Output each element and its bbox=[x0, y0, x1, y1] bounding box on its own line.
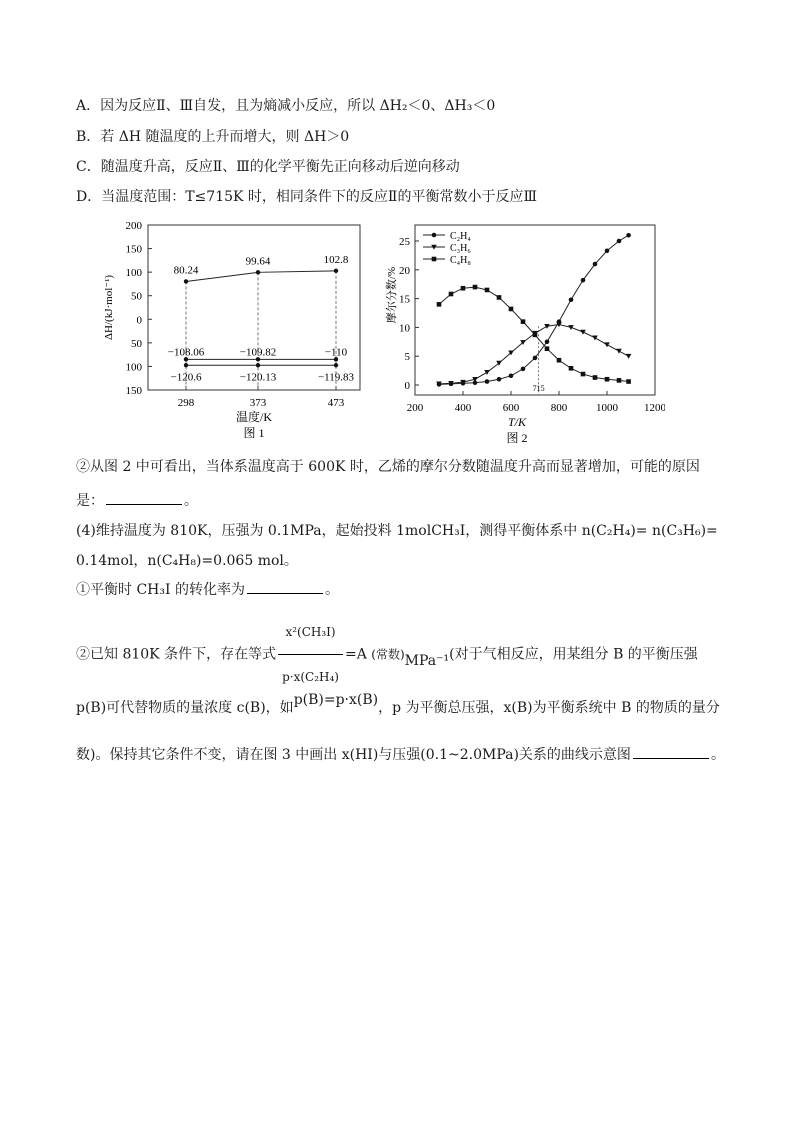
fig1-y-tick-label: 50 bbox=[131, 337, 142, 350]
fig2-point-triangle bbox=[592, 335, 598, 340]
fig2-y-tick-label: 0 bbox=[404, 380, 410, 392]
fig2-point-circle bbox=[545, 340, 550, 345]
option-a: A．因为反应Ⅱ、Ⅲ自发，且为熵减小反应，所以 ΔH₂＜0、ΔH₃＜0 bbox=[76, 98, 496, 114]
fig2-point-triangle bbox=[568, 325, 574, 330]
fig2-legend-label: C₃H₆ bbox=[450, 243, 471, 254]
fig2-point-circle bbox=[581, 278, 586, 283]
fig2-title: 图 2 bbox=[506, 431, 528, 445]
fig2-point-circle bbox=[617, 239, 622, 244]
fig2-y-tick-label: 25 bbox=[399, 236, 410, 248]
fig2-point-square bbox=[461, 286, 466, 291]
fig1-data-label: 80.24 bbox=[173, 264, 199, 277]
fig2-point-circle bbox=[533, 356, 538, 361]
fig1-y-axis-label: ΔH/(kJ·mol⁻¹) bbox=[103, 274, 115, 341]
fig1-data-label: −119.83 bbox=[317, 371, 355, 384]
fig1-data-label: −120.13 bbox=[239, 371, 277, 384]
fig2-legend-label: C₂H₄ bbox=[450, 231, 471, 242]
fig1-data-label: −120.6 bbox=[170, 371, 202, 384]
fig2-y-tick-label: 15 bbox=[399, 293, 410, 306]
fig2-point-triangle bbox=[604, 342, 610, 347]
answer-blank-3[interactable] bbox=[633, 744, 709, 759]
constant-label: (常数) bbox=[371, 647, 405, 662]
fig2-y-tick-label: 10 bbox=[399, 322, 410, 335]
q2-line2 bbox=[76, 490, 198, 511]
fig2-point-circle bbox=[593, 262, 598, 267]
q4-4-suffix: 。 bbox=[710, 747, 725, 763]
fig2-point-circle bbox=[432, 233, 437, 238]
fig1-data-point bbox=[184, 279, 188, 283]
q4-4-prefix: 数)。保持其它条件不变，请在图 3 中画出 x(HI)与压强(0.1~2.0MPa)关系的曲线示意图 bbox=[76, 747, 631, 763]
pressure-formula: p(B)=p·x(B) bbox=[293, 692, 379, 708]
fig2-point-square bbox=[533, 333, 538, 338]
fig2-point-circle bbox=[605, 248, 610, 253]
q2-prefix: 是： bbox=[76, 493, 104, 509]
answer-blank-1[interactable] bbox=[106, 490, 182, 505]
figure-1 bbox=[100, 215, 370, 445]
q4-3-rest: ，p 为平衡总压强，x(B)为平衡系统中 B 的物质的量分 bbox=[378, 700, 720, 716]
fig2-x-tick-label: 600 bbox=[502, 402, 520, 414]
equilibrium-fraction bbox=[278, 612, 343, 697]
fig1-y-tick-label: 150 bbox=[125, 385, 142, 397]
fraction-denominator: p·x(C₂H₄) bbox=[282, 670, 339, 684]
fig2-y-tick-label: 20 bbox=[399, 264, 410, 277]
fig1-x-axis-label: 温度/K bbox=[235, 410, 273, 424]
fig2-x-tick-label: 800 bbox=[550, 402, 568, 414]
q4-1-suffix: 。 bbox=[324, 582, 339, 598]
fig2-point-square bbox=[617, 378, 622, 383]
fig1-data-point bbox=[184, 363, 188, 367]
fig1-data-label: −108.06 bbox=[167, 346, 205, 359]
figure-2 bbox=[385, 215, 665, 445]
fig2-x-tick-label: 1000 bbox=[596, 402, 618, 414]
fig1-x-tick-label: 473 bbox=[327, 397, 345, 409]
fig2-x-tick-label: 400 bbox=[454, 402, 472, 414]
fig1-y-tick-label: 0 bbox=[136, 314, 142, 327]
fig2-point-square bbox=[449, 292, 454, 297]
q4-2-rest: (对于气相反应，用某组分 B 的平衡压强 bbox=[449, 646, 698, 663]
fig2-point-triangle bbox=[580, 330, 586, 335]
fig2-point-square bbox=[437, 302, 442, 307]
fig1-data-label: −109.82 bbox=[239, 346, 277, 359]
equals-a: =A bbox=[345, 646, 367, 663]
fig2-legend-label: C₄H₈ bbox=[450, 255, 471, 266]
fig1-y-tick-label: 50 bbox=[131, 290, 142, 303]
q4-1 bbox=[76, 579, 339, 600]
q2-line1: ②从图 2 中可看出，当体系温度高于 600K 时，乙烯的摩尔分数随温度升高而显著增加，可能的原因 bbox=[76, 459, 700, 475]
fig2-point-square bbox=[509, 307, 514, 312]
fig2-point-triangle bbox=[484, 370, 490, 375]
fig2-point-square bbox=[497, 295, 502, 300]
fig1-data-point bbox=[334, 363, 338, 367]
fig1-data-point bbox=[334, 269, 338, 273]
fig1-title: 图 1 bbox=[243, 426, 265, 440]
fig2-point-circle bbox=[509, 373, 514, 378]
fig1-data-label: 102.8 bbox=[323, 253, 349, 266]
q4-3-prefix: p(B)可代替物质的量浓度 c(B)，如 bbox=[76, 700, 294, 716]
q4-2 bbox=[76, 612, 698, 697]
fig2-point-circle bbox=[485, 379, 490, 384]
fig2-point-square bbox=[545, 346, 550, 351]
fig2-point-square bbox=[557, 358, 562, 363]
fig2-y-tick-label: 5 bbox=[404, 351, 410, 364]
fig2-point-square bbox=[485, 288, 490, 293]
option-b: B．若 ΔH 随温度的上升而增大，则 ΔH＞0 bbox=[76, 129, 350, 145]
fig2-point-square bbox=[581, 372, 586, 377]
fig1-y-tick-label: 150 bbox=[125, 243, 142, 256]
fig2-point-square bbox=[432, 257, 437, 262]
option-d: D．当温度范围：T≤715K 时，相同条件下的反应Ⅱ的平衡常数小于反应Ⅲ bbox=[76, 189, 537, 205]
fraction-numerator: x²(CH₃I) bbox=[278, 612, 343, 655]
fig1-x-tick-label: 373 bbox=[249, 397, 267, 409]
fig2-point-circle bbox=[626, 233, 631, 238]
fig2-x-axis-label: T/K bbox=[507, 415, 527, 429]
fig2-point-circle bbox=[497, 377, 502, 382]
fig2-point-circle bbox=[521, 367, 526, 372]
fig2-point-square bbox=[473, 285, 478, 290]
answer-blank-2[interactable] bbox=[247, 579, 323, 594]
option-c: C．随温度升高，反应Ⅱ、Ⅲ的化学平衡先正向移动后逆向移动 bbox=[76, 159, 460, 175]
fig1-data-point bbox=[256, 270, 260, 274]
figure-1-chart bbox=[100, 215, 370, 445]
fig1-x-tick-label: 298 bbox=[177, 397, 195, 409]
fig1-data-label: −110 bbox=[324, 346, 348, 359]
fig2-x-tick-label: 1200 bbox=[644, 402, 665, 414]
q4-3 bbox=[76, 692, 720, 721]
q4-2-prefix: ②已知 810K 条件下，存在等式 bbox=[76, 646, 277, 663]
fig2-point-square bbox=[569, 366, 574, 371]
fig1-data-label: 99.64 bbox=[245, 255, 271, 268]
q4-line1: (4)维持温度为 810K，压强为 0.1MPa，起始投料 1molCH₃I，测得平衡体系中 n(C₂H₄)= n(C₃H₆)= bbox=[76, 523, 718, 539]
q2-suffix: 。 bbox=[184, 493, 198, 509]
fig1-y-tick-label: 100 bbox=[125, 361, 142, 374]
fig2-point-square bbox=[605, 377, 610, 382]
fig2-point-triangle bbox=[626, 354, 632, 359]
fig2-point-square bbox=[521, 319, 526, 324]
q4-1-prefix: ①平衡时 CH₃I 的转化率为 bbox=[76, 582, 245, 598]
fig1-data-point bbox=[256, 363, 260, 367]
q4-4 bbox=[76, 744, 725, 765]
fig1-y-tick-label: 100 bbox=[125, 267, 142, 280]
fig2-715-label: 715 bbox=[532, 384, 545, 393]
fig1-series-line bbox=[186, 271, 336, 282]
unit-label: MPa⁻¹ bbox=[404, 652, 450, 669]
fig2-x-tick-label: 200 bbox=[406, 402, 424, 414]
fig1-y-tick-label: 200 bbox=[125, 220, 142, 232]
fig2-y-axis-label: 摩尔分数/% bbox=[386, 266, 398, 324]
figure-2-chart bbox=[385, 215, 665, 445]
q4-line2: 0.14mol，n(C₄H₈)=0.065 mol。 bbox=[76, 553, 298, 569]
fig2-point-triangle bbox=[616, 349, 622, 354]
fig2-point-square bbox=[593, 375, 598, 380]
fig2-point-circle bbox=[569, 297, 574, 302]
fig2-point-square bbox=[626, 379, 631, 384]
